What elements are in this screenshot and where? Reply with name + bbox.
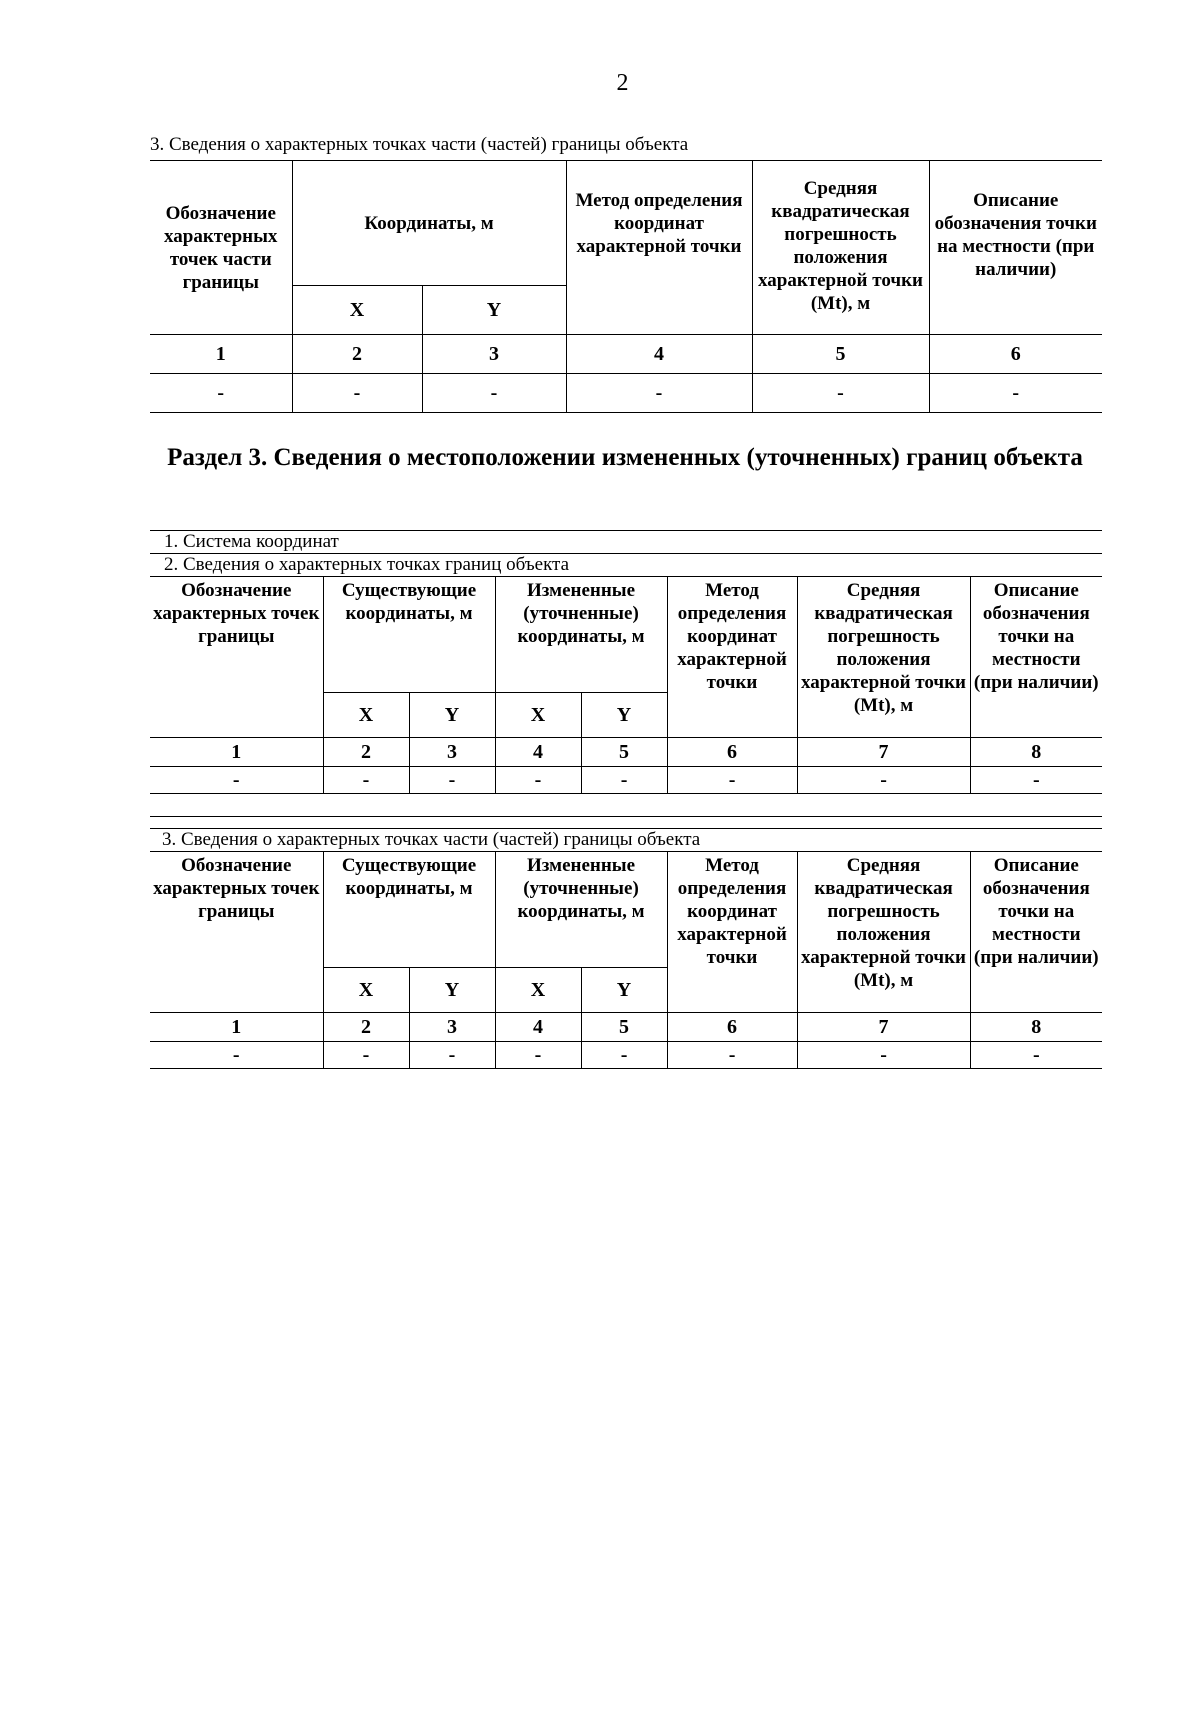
table-a-caption: 2. Сведения о характерных точках границ объекта (164, 554, 570, 575)
table-cell: - (581, 767, 667, 794)
table-cell: - (581, 1042, 667, 1069)
number-row (150, 335, 1102, 374)
table-cell: - (150, 1042, 323, 1069)
number-row (150, 738, 1102, 767)
table-cell: - (667, 767, 797, 794)
section-table-a-block (150, 530, 1102, 817)
number-row (150, 1013, 1102, 1042)
table-b-caption: 3. Сведения о характерных точках части (частей) границы объекта (162, 829, 701, 850)
col-number: 4 (495, 1013, 581, 1042)
col-number: 5 (581, 1013, 667, 1042)
header-error: Средняя квадратическая погрешность положения характерной точки (Mt), м (797, 577, 970, 738)
header-y: Y (422, 286, 566, 335)
header-changed: Измененные (уточненные) координаты, м (495, 577, 667, 693)
table-cell: - (150, 374, 292, 413)
header-changed: Измененные (уточненные) координаты, м (495, 852, 667, 968)
header-existing: Существующие координаты, м (323, 852, 495, 968)
header-error: Средняя квадратическая погрешность положения характерной точки (Mt), м (752, 161, 929, 335)
section-table-b (150, 851, 1102, 1069)
header-existing: Существующие координаты, м (323, 577, 495, 693)
col-number: 7 (797, 738, 970, 767)
col-number: 1 (150, 335, 292, 374)
table-cell: - (970, 1042, 1102, 1069)
header-description: Описание обозначения точки на местности (при наличии) (929, 161, 1102, 335)
table-cell: - (929, 374, 1102, 413)
table-cell: - (797, 1042, 970, 1069)
top-table-block (150, 134, 1102, 413)
header-y: Y (409, 968, 495, 1013)
col-number: 8 (970, 738, 1102, 767)
header-point: Обозначение характерных точек границы (150, 852, 323, 1013)
header-x: X (495, 968, 581, 1013)
header-x: X (292, 286, 422, 335)
table-row (150, 1042, 1102, 1069)
header-method: Метод определения координат характерной точки (667, 577, 797, 738)
table-cell: - (566, 374, 752, 413)
col-number: 3 (409, 738, 495, 767)
page-number: 2 (616, 70, 629, 96)
header-description: Описание обозначения точки на местности (при наличии) (970, 852, 1102, 1013)
top-table (150, 160, 1102, 413)
header-coords: Координаты, м (292, 161, 566, 286)
table-cell: - (292, 374, 422, 413)
col-number: 6 (929, 335, 1102, 374)
table-cell: - (422, 374, 566, 413)
section-table-b-block (150, 828, 1102, 1069)
table-cell: - (409, 767, 495, 794)
col-number: 5 (581, 738, 667, 767)
table-cell: - (495, 767, 581, 794)
top-table-caption: 3. Сведения о характерных точках части (частей) границы объекта (150, 134, 689, 155)
coord-system-label: 1. Система координат (164, 531, 339, 552)
table-cell: - (752, 374, 929, 413)
col-number: 2 (323, 1013, 409, 1042)
col-number: 3 (422, 335, 566, 374)
col-number: 1 (150, 1013, 323, 1042)
table-cell: - (970, 767, 1102, 794)
header-x: X (495, 693, 581, 738)
header-x: X (323, 693, 409, 738)
header-y: Y (581, 968, 667, 1013)
header-point: Обозначение характерных точек части границы (150, 161, 292, 335)
table-cell: - (409, 1042, 495, 1069)
header-method: Метод определения координат характерной точки (566, 161, 752, 335)
col-number: 3 (409, 1013, 495, 1042)
col-number: 6 (667, 738, 797, 767)
header-error: Средняя квадратическая погрешность положения характерной точки (Mt), м (797, 852, 970, 1013)
table-cell: - (323, 767, 409, 794)
table-cell: - (797, 767, 970, 794)
header-x: X (323, 968, 409, 1013)
section-title: Раздел 3. Сведения о местоположении измененных (уточненных) границ объекта (167, 444, 1083, 471)
table-cell: - (150, 767, 323, 794)
table-row (150, 767, 1102, 794)
col-number: 2 (292, 335, 422, 374)
header-point: Обозначение характерных точек границы (150, 577, 323, 738)
col-number: 2 (323, 738, 409, 767)
col-number: 4 (495, 738, 581, 767)
header-y: Y (581, 693, 667, 738)
col-number: 7 (797, 1013, 970, 1042)
col-number: 1 (150, 738, 323, 767)
table-cell: - (495, 1042, 581, 1069)
header-y: Y (409, 693, 495, 738)
section-table-a (150, 576, 1102, 794)
col-number: 8 (970, 1013, 1102, 1042)
table-cell: - (667, 1042, 797, 1069)
table-cell: - (323, 1042, 409, 1069)
header-method: Метод определения координат характерной точки (667, 852, 797, 1013)
header-description: Описание обозначения точки на местности (при наличии) (970, 577, 1102, 738)
table-row (150, 374, 1102, 413)
col-number: 5 (752, 335, 929, 374)
col-number: 4 (566, 335, 752, 374)
col-number: 6 (667, 1013, 797, 1042)
